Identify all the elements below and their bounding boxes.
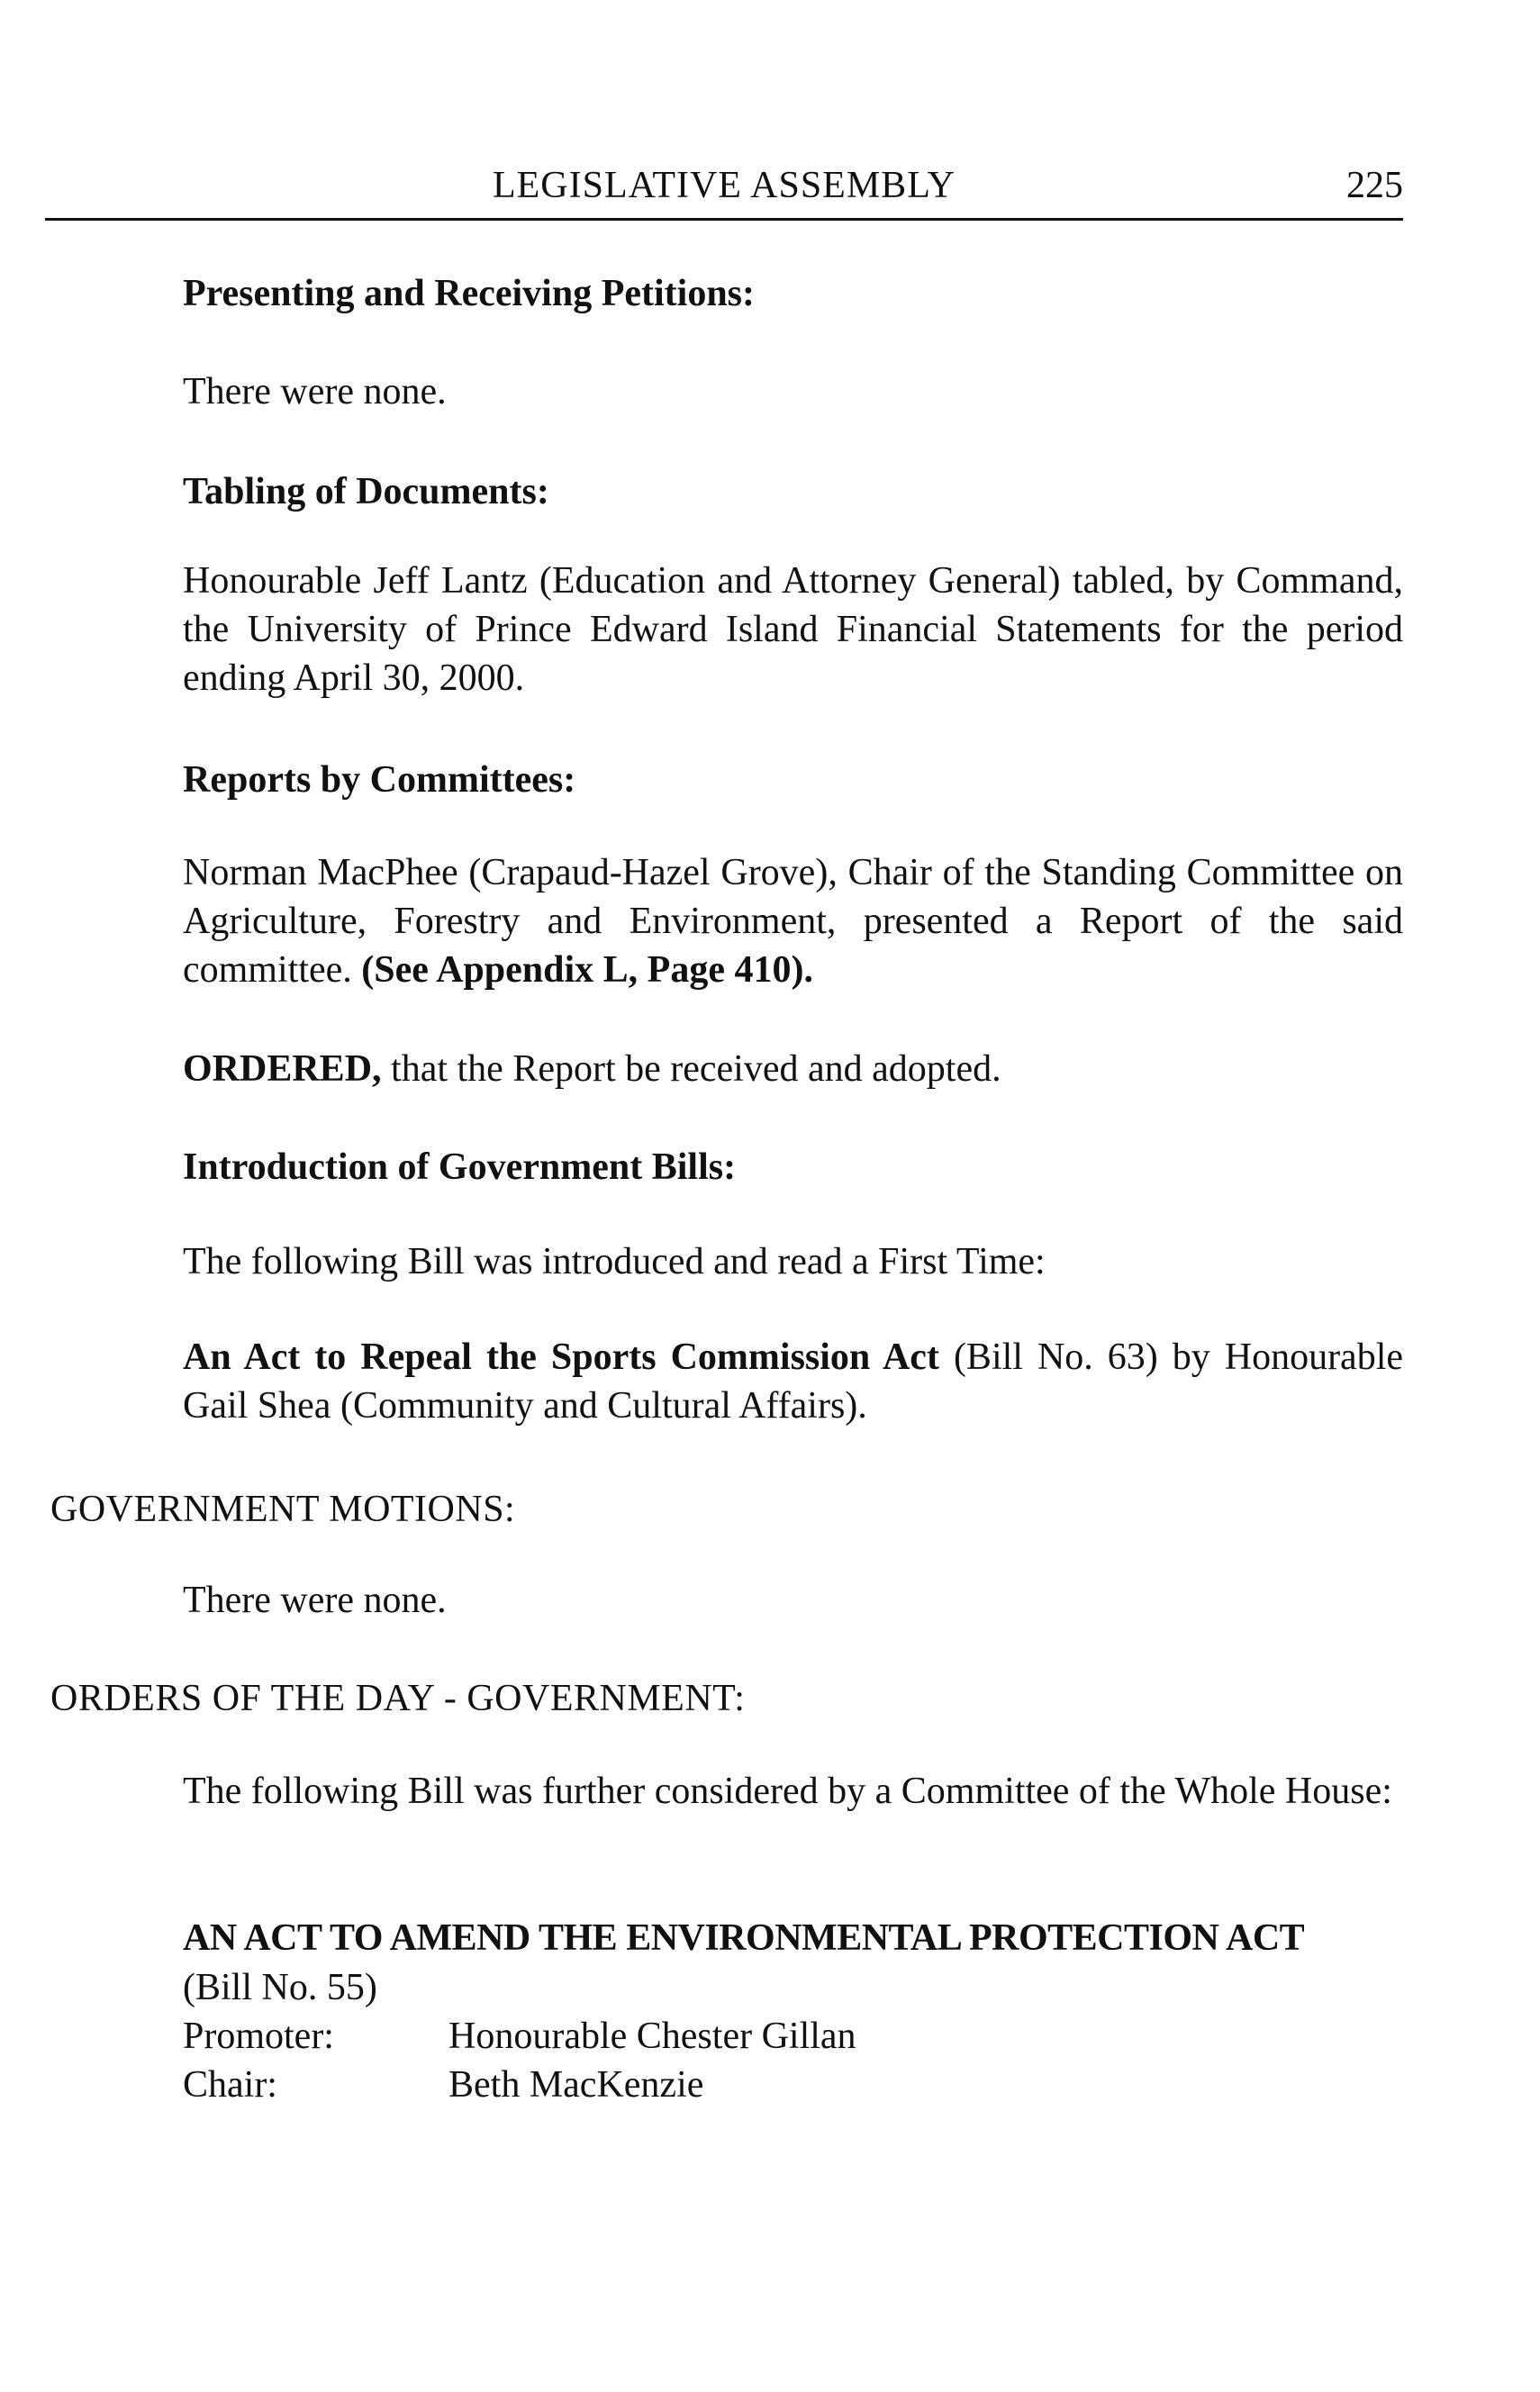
gov-bills-intro: The following Bill was introduced and read a First Time: (183, 1241, 1046, 1282)
committees-text (183, 848, 1403, 994)
appendix-reference: (See Appendix L, Page 410). (361, 949, 813, 991)
chair-value: Beth MacKenzie (448, 2064, 704, 2106)
promoter-value: Honourable Chester Gillan (448, 2016, 856, 2057)
ordered-label: ORDERED, (183, 1048, 382, 1090)
chair-row (183, 2061, 1403, 2109)
gov-bills-bill-title: An Act to Repeal the Sports Commission Act (183, 1336, 939, 1378)
committees-heading: Reports by Committees: (183, 759, 576, 801)
petitions-text: There were none. (183, 371, 447, 412)
gov-bills-bill (183, 1333, 1403, 1430)
ordered-statement (183, 1045, 1403, 1093)
promoter-row (183, 2012, 1403, 2061)
gov-bills-bill-details: (Bill No. 63) by Honourable Gail Shea (Community and Cultural Affairs). (183, 1336, 1404, 1427)
orders-bill-title: AN ACT TO AMEND THE ENVIRONMENTAL PROTECTION ACT (183, 1917, 1305, 1959)
petitions-heading: Presenting and Receiving Petitions: (183, 273, 756, 314)
committees-report-text: Norman MacPhee (Crapaud-Hazel Grove), Chair of the Standing Committee on Agriculture, Forestry and Environment, presented a Report of the said committee. (183, 852, 1403, 991)
gov-bills-heading: Introduction of Government Bills: (183, 1146, 737, 1188)
page-header (45, 162, 1403, 221)
orders-bill-number: (Bill No. 55) (183, 1967, 377, 2008)
gov-motions-text: There were none. (183, 1580, 447, 1621)
orders-intro: The following Bill was further considered by a Committee of the Whole House: (183, 1771, 1392, 1812)
page-number: 225 (1346, 165, 1403, 206)
header-title: LEGISLATIVE ASSEMBLY (493, 165, 956, 206)
tabling-text: Honourable Jeff Lantz (Education and Attorney General) tabled, by Command, the University of Prince Edward Island Financial Statements for the period ending April 30, 2000. (183, 560, 1403, 699)
gov-motions-heading: GOVERNMENT MOTIONS: (50, 1489, 516, 1530)
promoter-label: Promoter: (183, 2016, 334, 2057)
chair-label: Chair: (183, 2064, 277, 2106)
tabling-heading: Tabling of Documents: (183, 471, 549, 512)
orders-heading: ORDERS OF THE DAY - GOVERNMENT: (50, 1678, 746, 1719)
ordered-text: that the Report be received and adopted. (391, 1048, 1001, 1090)
